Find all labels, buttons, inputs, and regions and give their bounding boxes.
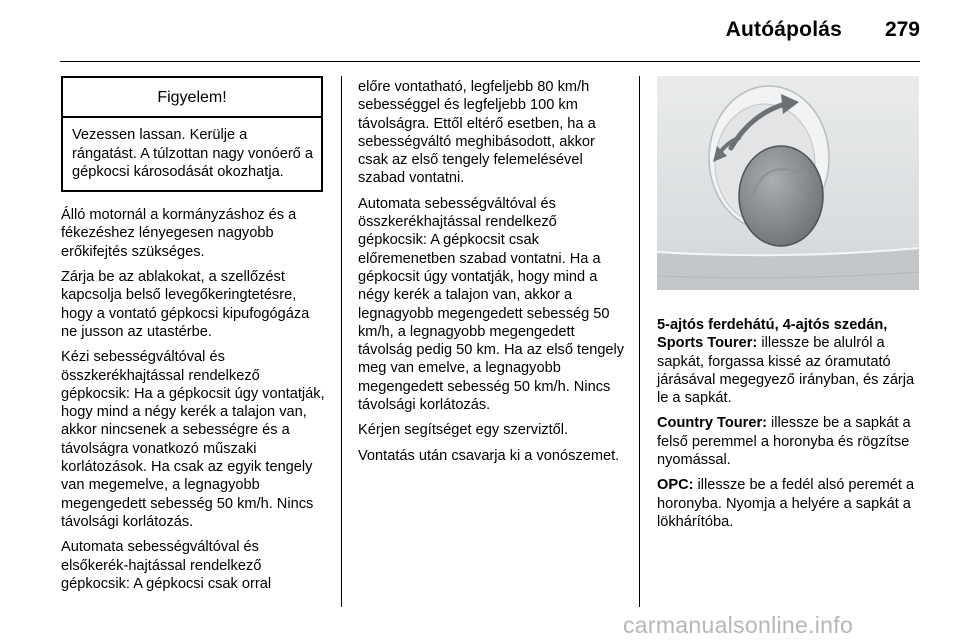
section-title: Autóápolás <box>725 18 842 41</box>
label-hatchback: 5-ajtós ferdehátú, 4-ajtós szedán, Sports Tourer: <box>657 317 888 352</box>
text-opc: illessze be a fedél alsó peremét a horonyba. Nyomja a helyére a sapkát a lökhárítóba. <box>657 477 915 530</box>
paragraph: Automata sebességváltóval és összkerékhajtással rendelkező gépkocsik: A gépkocsit csak előremenetben szabad vontatni. Ha a gépkocsit úgy vontatják, hogy mind a négy kerék a talajon van, akkor a legnagyobb megengedett sebesség 50 km/h, a legnagyobb megengedett távolság pedig 50 km. Ha az első tengely meg van emelve, a legnagyobb megengedett sebesség 50 km/h. Nincs távolsági korlátozás. <box>358 195 625 414</box>
paragraph: Zárja be az ablakokat, a szellőzést kapcsolja belső levegőkeringtetésre, hogy a vontató gépkocsi kipufogógáza ne jusson az utastérbe. <box>61 269 310 340</box>
page-number: 279 <box>884 18 920 41</box>
paragraph: Kérjen segítséget egy szerviztől. <box>358 422 569 439</box>
instruction-hatchback <box>657 316 921 407</box>
paragraph: Vontatás után csavarja ki a vonószemet. <box>358 447 620 464</box>
paragraph: Kézi sebességváltóval és összkerékhajtással rendelkező gépkocsik: Ha a gépkocsit úgy vontatják, hogy mind a négy kerék a talajon van, akkor nincsenek a sebességre és a távolságra vonatkozó műszaki korlátozások. Ha csak az egyik tengely van megemelve, a legnagyobb megengedett sebesség 50 km/h. Nincs távolsági korlátozás. <box>61 349 325 530</box>
text-hatchback: illessze be alulról a sapkát, forgassa kissé az óramutató járásával megegyező irányban, és zárja le a sapkát. <box>657 335 915 407</box>
instruction-opc <box>657 476 921 531</box>
watermark: carmanualsonline.info <box>623 612 854 638</box>
column-left <box>61 76 326 600</box>
column-divider-right <box>639 76 640 607</box>
label-country-tourer: Country Tourer: <box>657 415 767 432</box>
label-opc: OPC: <box>657 477 694 494</box>
paragraph: Álló motornál a kormányzáshoz és a fékezéshez lényegesen nagyobb erőkifejtés szükséges. <box>61 207 297 260</box>
paragraph: előre vontatható, legfeljebb 80 km/h sebességgel és legfeljebb 100 km távolságra. Ettől eltérő esetben, ha a sebességváltó meghibásodott, akkor csak az első tengely felemelésével szabad vontatni. <box>358 79 596 187</box>
towing-eye-cap-photo <box>657 76 919 290</box>
warning-title: Figyelem! <box>63 78 321 118</box>
page-header <box>0 0 960 60</box>
instruction-country-tourer <box>657 414 921 469</box>
cap-illustration <box>657 76 919 290</box>
header-divider <box>60 61 920 62</box>
column-divider-left <box>341 76 342 607</box>
warning-text: Vezessen lassan. Kerülje a rángatást. A túlzottan nagy vonóerő a gépkocsi károsodását okozhatja. <box>72 127 313 180</box>
paragraph: Automata sebességváltóval és elsőkerék-hajtással rendelkező gépkocsik: A gépkocsi csak orral <box>61 539 272 592</box>
column-right <box>657 76 921 538</box>
warning-box <box>61 76 323 192</box>
column-middle <box>358 78 626 472</box>
text-country-tourer: illessze be a sapkát a felső peremmel a horonyba és rögzítse nyomással. <box>657 415 911 469</box>
